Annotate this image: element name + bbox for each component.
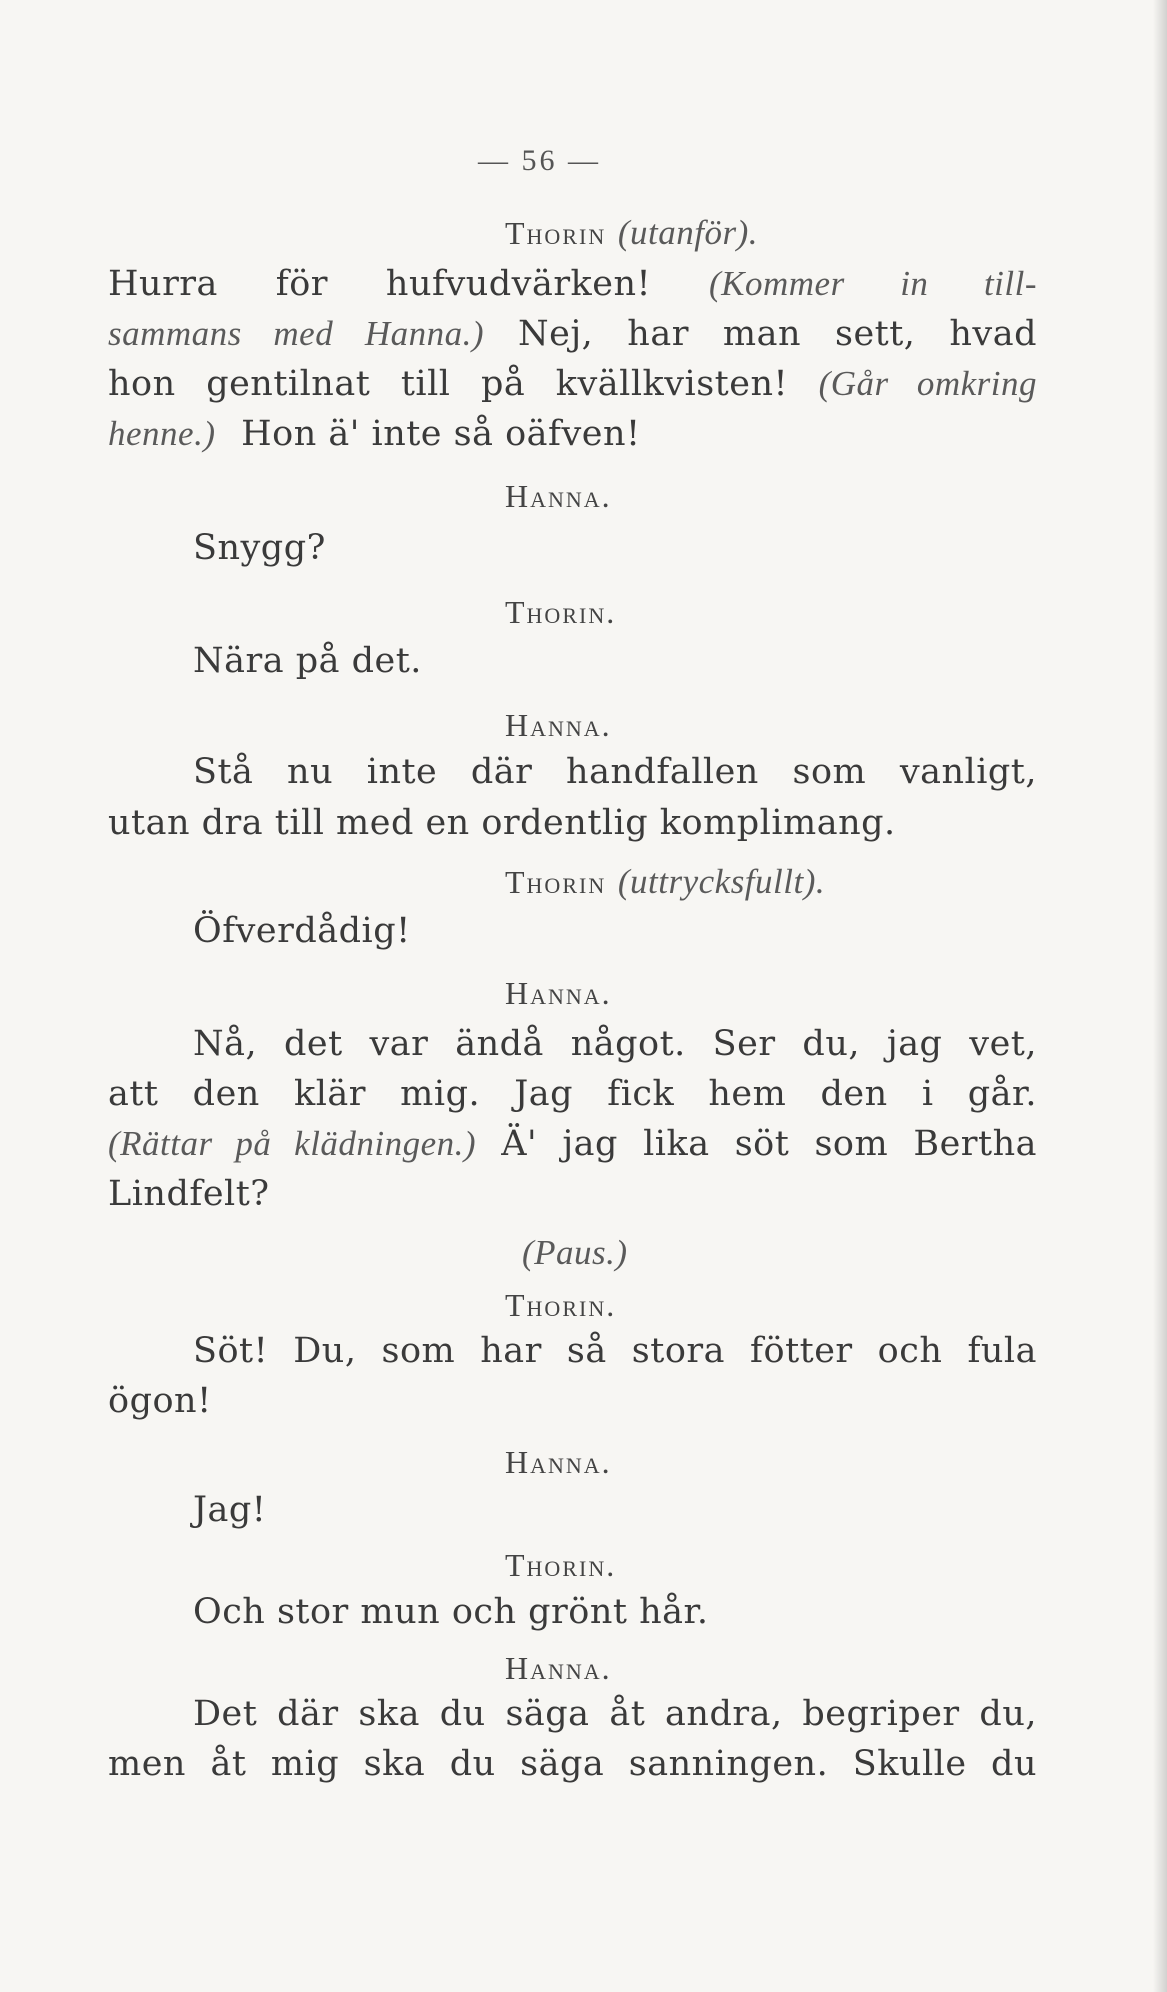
speaker-thorin: Thorin — [505, 215, 607, 251]
dialogue-text: Jag! — [193, 1490, 267, 1530]
speaker-line — [505, 861, 825, 903]
dialogue-text: hon gentilnat till på kvällkvisten! — [108, 364, 789, 404]
dialogue-text: Det där ska du säga åt andra, begriper du, — [193, 1694, 1037, 1734]
stage-direction: sammans med Hanna.) — [108, 314, 484, 353]
stage-direction: (Rättar på klädningen.) — [108, 1124, 477, 1163]
dialogue-text: men åt mig ska du säga sanningen. Skulle du — [108, 1744, 1037, 1784]
text-line — [108, 363, 1037, 405]
text-line — [108, 313, 1037, 355]
text-line — [108, 413, 641, 455]
dialogue-text: Stå nu inte där handfallen som vanligt, — [193, 752, 1037, 792]
speaker-thorin: Thorin. — [505, 1287, 617, 1323]
speaker-hanna: Hanna. — [505, 478, 612, 514]
speaker-thorin: Thorin. — [505, 594, 617, 630]
stage-direction: (Kommer in till- — [708, 264, 1037, 303]
dialogue-text: Nära på det. — [193, 641, 422, 681]
dialogue-text: Nå, det var ändå något. Ser du, jag vet, — [193, 1024, 1037, 1064]
dialogue-text: Snygg? — [193, 528, 326, 568]
speaker-thorin: Thorin — [505, 864, 607, 900]
dialogue-text: utan dra till med en ordentlig komplimang. — [108, 803, 896, 843]
dialogue-text: Hurra för hufvudvärken! — [108, 264, 652, 304]
dialogue-text: Öfverdådig! — [193, 911, 411, 951]
dialogue-text: Och stor mun och grönt hår. — [193, 1592, 709, 1632]
speaker-thorin: Thorin. — [505, 1547, 617, 1583]
speaker-hanna: Hanna. — [505, 1650, 612, 1686]
dialogue-text: Nej, har man sett, hvad — [517, 314, 1037, 354]
dialogue-text: ögon! — [108, 1381, 212, 1421]
stage-direction: (uttrycksfullt). — [617, 862, 826, 901]
text-line — [108, 263, 1037, 305]
speaker-line — [505, 212, 758, 254]
speaker-hanna: Hanna. — [505, 975, 612, 1011]
text-line — [108, 1123, 1037, 1165]
stage-direction: (Går omkring — [818, 364, 1037, 403]
dialogue-text: att den klär mig. Jag fick hem den i går. — [108, 1074, 1037, 1114]
speaker-hanna: Hanna. — [505, 1444, 612, 1480]
dialogue-text: Söt! Du, som har så stora fötter och fula — [193, 1331, 1037, 1371]
speaker-hanna: Hanna. — [505, 707, 612, 743]
dialogue-text: Lindfelt? — [108, 1174, 270, 1214]
dialogue-text: Ä' jag lika söt som Bertha — [501, 1124, 1037, 1164]
dialogue-text: Hon ä' inte så oäfven! — [241, 414, 641, 454]
page-number: — 56 — — [478, 144, 601, 177]
page-edge-shadow — [1153, 0, 1167, 1992]
stage-direction: (Paus.) — [522, 1233, 628, 1272]
stage-direction: (utanför). — [617, 213, 758, 252]
stage-direction: henne.) — [108, 414, 216, 453]
